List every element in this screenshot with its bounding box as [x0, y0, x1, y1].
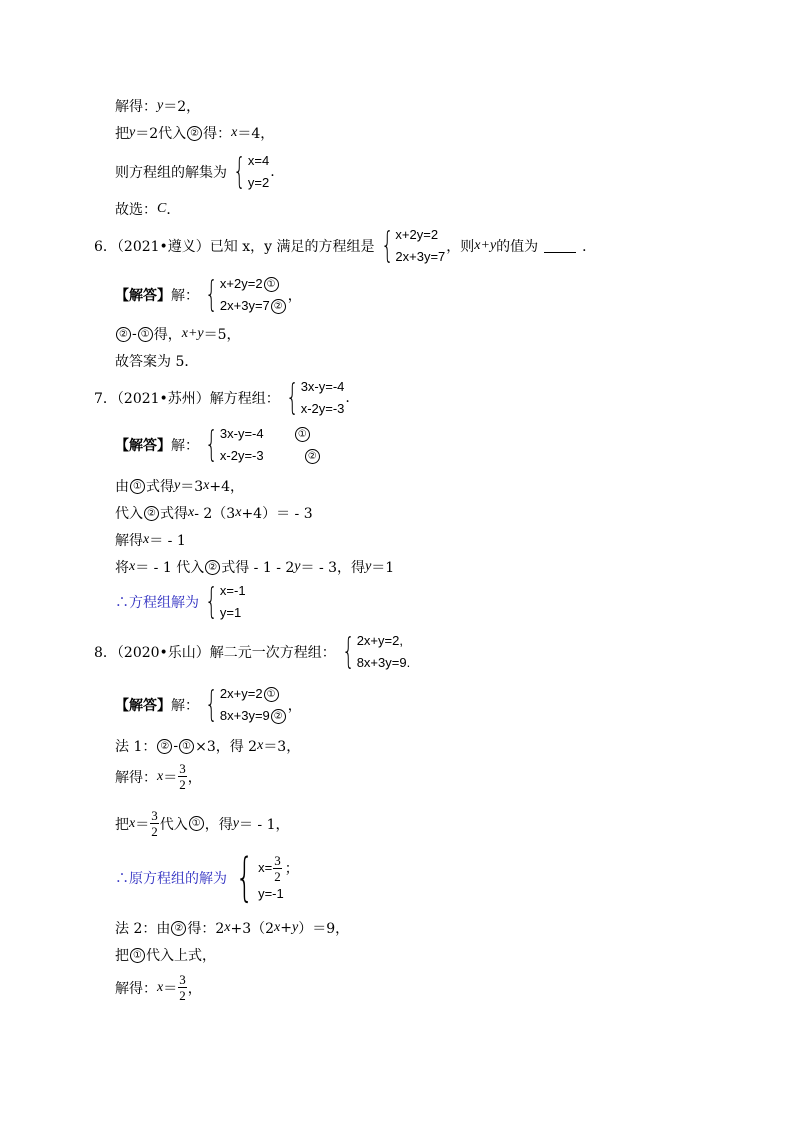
circled-number: ① — [138, 327, 153, 342]
circled-number: ② — [271, 709, 286, 724]
text: 的值为 — [496, 239, 539, 255]
text: ∴方程组解为 — [115, 595, 199, 611]
circled-number: ① — [264, 687, 279, 702]
equation: y=2 — [247, 175, 270, 190]
equation: x= — [258, 860, 273, 875]
text: . — [345, 390, 350, 406]
text: ＝ — [135, 816, 150, 833]
solution-line — [115, 918, 349, 938]
text: 把 — [115, 816, 129, 833]
equation: x-2y=-3 — [219, 448, 264, 463]
equation: y=-1 — [258, 885, 284, 901]
circled-number: ② — [187, 126, 202, 141]
text: ，则 — [446, 239, 475, 255]
numerator: 3 — [179, 972, 186, 987]
text: 式得 — [160, 506, 188, 522]
equation: 2x+y=2 — [219, 686, 263, 701]
equation-system — [376, 224, 446, 268]
text: 解得： — [115, 769, 157, 786]
var: y — [292, 920, 299, 935]
text: 把 — [115, 126, 129, 142]
var: x — [257, 738, 264, 753]
text: ×3，得 2 — [195, 739, 258, 755]
text: ＝5， — [203, 327, 241, 343]
fraction — [178, 761, 187, 792]
solution-line — [115, 503, 313, 523]
solution-line — [115, 150, 275, 194]
brace: { — [380, 225, 394, 266]
text: 解： — [171, 288, 199, 304]
circled-number: ① — [295, 427, 310, 442]
question-text: 8．（2020•乐山）解二元一次方程组： — [94, 645, 336, 661]
equation-system — [200, 423, 321, 467]
solution-line — [115, 199, 180, 219]
circled-number: ② — [271, 299, 286, 314]
solution-line — [115, 324, 241, 344]
solution-line — [115, 273, 302, 317]
text: 解： — [171, 698, 199, 714]
text: 故选： — [115, 202, 157, 218]
fraction — [150, 808, 159, 839]
var: y — [129, 125, 136, 140]
var: x+y — [474, 238, 497, 253]
var: y — [365, 559, 372, 574]
var: x — [157, 979, 164, 995]
text: 代入 — [115, 506, 143, 522]
text: . — [270, 164, 275, 180]
text: ，得 — [204, 816, 233, 833]
text: ＝ - 3，得 — [300, 560, 366, 576]
equation: 2x+3y=7 — [219, 298, 270, 313]
text: +4）＝ - 3 — [241, 506, 313, 522]
solution-line — [115, 972, 202, 1003]
brace: { — [285, 377, 299, 418]
var: x — [231, 125, 238, 140]
var: x — [274, 920, 281, 935]
var: y — [232, 815, 239, 831]
text: ＝4， — [237, 126, 275, 142]
text: ＝3 — [180, 479, 204, 495]
solution-line — [115, 123, 274, 143]
text: 由 — [115, 479, 129, 495]
solution-line — [115, 476, 244, 496]
text: ＝2代入 — [135, 126, 187, 142]
circled-number: ② — [171, 921, 186, 936]
equation-system — [200, 683, 287, 727]
text: ＝2， — [163, 99, 201, 115]
equation: x=4 — [247, 153, 270, 168]
circled-number: ① — [264, 277, 279, 292]
equation: 8x+3y=9. — [356, 655, 411, 670]
solution-line — [115, 557, 394, 577]
brace: { — [205, 581, 218, 622]
equation: x+2y=2 — [395, 227, 439, 242]
solution-line — [115, 808, 289, 839]
text: ＝ — [163, 980, 178, 997]
text: 法 2：由 — [115, 921, 171, 937]
fraction — [178, 972, 187, 1003]
text: 得， — [153, 327, 182, 343]
solution-line — [115, 96, 200, 116]
text: ． — [166, 202, 181, 218]
var: y — [174, 478, 181, 493]
text: - 2（3 — [194, 506, 236, 522]
solution-line — [115, 423, 322, 467]
text: ∴原方程组的解为 — [115, 871, 227, 887]
var: x+y — [181, 326, 204, 341]
equation-system — [228, 848, 284, 908]
denominator: 2 — [274, 868, 281, 884]
brace: { — [205, 424, 218, 465]
brace: { — [233, 151, 246, 192]
denominator: 2 — [179, 777, 186, 792]
text: ， — [287, 288, 302, 304]
text: ＝ - 1， — [238, 816, 290, 833]
text: 代入 — [159, 816, 188, 833]
equation-system — [200, 273, 287, 317]
circled-number: ① — [130, 948, 145, 963]
var: C — [157, 201, 167, 216]
numerator: 3 — [274, 852, 281, 868]
var: x — [129, 815, 136, 831]
equation-system — [337, 630, 410, 674]
text: - — [132, 326, 137, 342]
solution-line — [115, 351, 198, 371]
text: 得： — [203, 126, 232, 142]
solution-line — [115, 580, 247, 624]
text: 式得 — [146, 479, 174, 495]
answer-label: 【解答】 — [115, 438, 171, 454]
fraction — [273, 853, 282, 884]
equation: 8x+3y=9 — [219, 708, 270, 723]
denominator: 2 — [151, 824, 158, 839]
text: ； — [284, 861, 299, 877]
brace: { — [341, 631, 355, 672]
circled-number: ① — [179, 739, 194, 754]
text: 故答案为 5． — [115, 354, 199, 370]
var: y — [294, 559, 301, 574]
text: - — [173, 738, 179, 754]
solution-line — [115, 848, 299, 908]
text: ＝ - 1 代入 — [135, 560, 205, 576]
text: 得：2 — [187, 921, 225, 937]
text: 解得： — [115, 980, 157, 997]
text: ＝ — [163, 769, 178, 786]
brace: { — [235, 848, 254, 908]
equation: 2x+3y=7 — [395, 249, 446, 264]
question-7 — [94, 376, 350, 420]
text: ． — [582, 239, 597, 255]
text: 法 1： — [115, 739, 157, 755]
equation: 3x-y=-4 — [219, 426, 264, 441]
equation: x-2y=-3 — [300, 401, 345, 416]
var: x — [157, 768, 164, 784]
solution-line — [115, 761, 202, 792]
question-text: 7．（2021•苏州）解方程组： — [94, 391, 280, 407]
equation-system — [281, 376, 345, 420]
var: x — [224, 920, 231, 935]
solution-line — [115, 683, 302, 727]
text: 解： — [171, 438, 199, 454]
answer-label: 【解答】 — [115, 288, 171, 304]
var: x — [188, 505, 195, 520]
equation-system — [200, 580, 246, 624]
equation: 2x+y=2, — [356, 633, 403, 648]
text: 解得： — [115, 99, 157, 115]
var: y — [157, 98, 164, 113]
var: x — [235, 505, 242, 520]
denominator: 2 — [179, 988, 186, 1003]
text: ＝ - 1 — [149, 533, 186, 549]
circled-number: ② — [205, 560, 220, 575]
text: ）＝9， — [298, 921, 350, 937]
equation: y=1 — [219, 605, 242, 620]
text: + — [280, 920, 292, 936]
text: 解得 — [115, 533, 143, 549]
text: 代入上式， — [146, 948, 216, 964]
equation-system — [228, 150, 269, 194]
text: ， — [287, 698, 302, 714]
text: ， — [187, 980, 202, 997]
text: ＝1 — [371, 560, 395, 576]
equation: x+2y=2 — [219, 276, 263, 291]
text: ＝3， — [263, 739, 301, 755]
var: x — [129, 559, 136, 574]
numerator: 3 — [179, 761, 186, 776]
equation: 3x-y=-4 — [300, 379, 345, 394]
equation: x=-1 — [219, 583, 246, 598]
numerator: 3 — [151, 808, 158, 823]
brace: { — [205, 274, 218, 315]
var: x — [203, 478, 210, 493]
solution-line — [115, 945, 216, 965]
question-6 — [94, 224, 596, 268]
text: 将 — [115, 560, 129, 576]
answer-blank — [544, 240, 576, 253]
text: +4， — [209, 479, 244, 495]
question-8 — [94, 630, 411, 674]
text: +3（2 — [230, 921, 275, 937]
solution-line — [115, 736, 300, 756]
text: ， — [187, 769, 202, 786]
brace: { — [205, 684, 218, 725]
text: 把 — [115, 948, 129, 964]
circled-number: ② — [116, 327, 131, 342]
text: 则方程组的解集为 — [115, 165, 227, 181]
solution-line — [115, 530, 186, 550]
text: 式得 - 1 - 2 — [221, 560, 295, 576]
circled-number: ② — [144, 506, 159, 521]
answer-label: 【解答】 — [115, 698, 171, 714]
question-text: 6．（2021•遵义）已知 x，y 满足的方程组是 — [94, 239, 375, 255]
circled-number: ② — [157, 739, 172, 754]
circled-number: ① — [189, 816, 204, 831]
var: x — [143, 532, 150, 547]
circled-number: ① — [130, 479, 145, 494]
circled-number: ② — [305, 449, 320, 464]
